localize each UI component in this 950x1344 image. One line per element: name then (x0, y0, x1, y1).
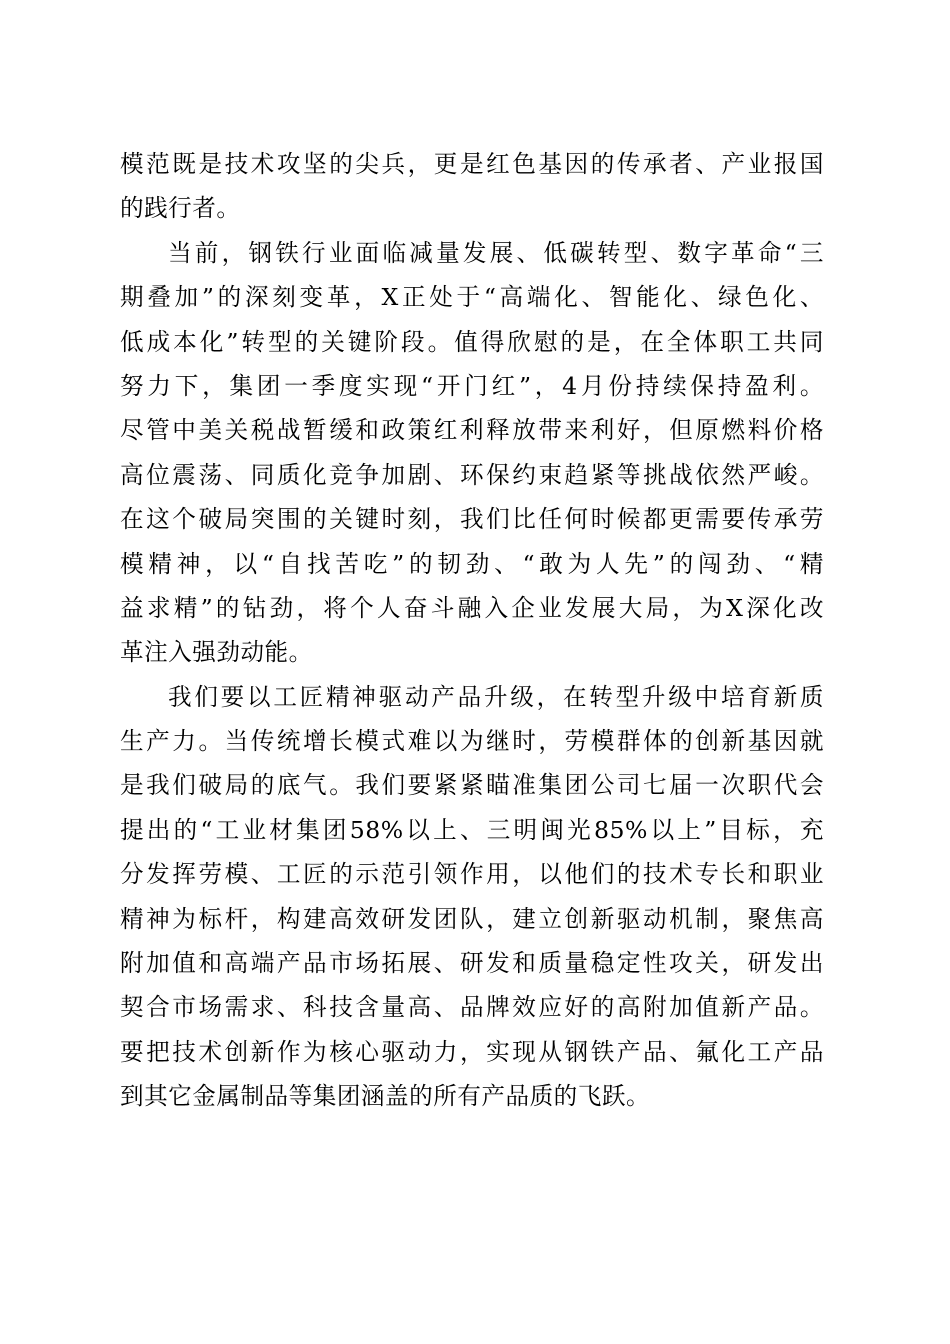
paragraph-3-line-4: 提出的“工业材集团58%以上、三明闽光85%以上”目标，充 (120, 815, 824, 844)
paragraph-2-line-7: 在这个破局突围的关键时刻，我们比任何时候都更需要传承劳 (120, 505, 824, 534)
paragraph-2-line-10: 革注入强劲动能。 (120, 638, 313, 667)
document-body (120, 142, 824, 1119)
paragraph-3-line-6: 精神为标杆，构建高效研发团队，建立创新驱动机制，聚焦高 (120, 904, 824, 933)
paragraph-3-line-3: 是我们破局的底气。我们要紧紧瞄准集团公司七届一次职代会 (120, 771, 824, 800)
paragraph-3-line-1: 我们要以工匠精神驱动产品升级，在转型升级中培育新质 (168, 682, 824, 711)
paragraph-3-line-9: 要把技术创新作为核心驱动力，实现从钢铁产品、氟化工产品 (120, 1037, 824, 1066)
paragraph-1-line-2: 的践行者。 (120, 194, 241, 223)
paragraph-3-line-10: 到其它金属制品等集团涵盖的所有产品质的飞跃。 (120, 1082, 651, 1111)
paragraph-2-line-4: 努力下，集团一季度实现“开门红”，4月份持续保持盈利。 (120, 371, 824, 400)
paragraph-1-line-1: 模范既是技术攻坚的尖兵，更是红色基因的传承者、产业报国 (120, 150, 824, 178)
paragraph-3-line-2: 生产力。当传统增长模式难以为继时，劳模群体的创新基因就 (120, 727, 824, 756)
paragraph-2-line-6: 高位震荡、同质化竞争加剧、环保约束趋紧等挑战依然严峻。 (120, 460, 824, 489)
paragraph-3-line-8: 契合市场需求、科技含量高、品牌效应好的高附加值新产品。 (120, 993, 824, 1022)
paragraph-2-line-5: 尽管中美关税战暂缓和政策红利释放带来利好，但原燃料价格 (120, 416, 824, 445)
paragraph-2-line-1: 当前，钢铁行业面临减量发展、低碳转型、数字革命“三 (168, 238, 824, 267)
paragraph-2-line-9: 益求精”的钻劲，将个人奋斗融入企业发展大局，为X深化改 (120, 593, 824, 622)
paragraph-3-line-7: 附加值和高端产品市场拓展、研发和质量稳定性攻关，研发出 (120, 949, 824, 978)
paragraph-3-line-5: 分发挥劳模、工匠的示范引领作用，以他们的技术专长和职业 (120, 860, 824, 889)
paragraph-2-line-8: 模精神，以“自找苦吃”的韧劲、“敢为人先”的闯劲、“精 (120, 549, 824, 578)
paragraph-2-line-2: 期叠加”的深刻变革，X正处于“高端化、智能化、绿色化、 (120, 283, 824, 312)
paragraph-2-line-3: 低成本化”转型的关键阶段。值得欣慰的是，在全体职工共同 (120, 327, 824, 356)
